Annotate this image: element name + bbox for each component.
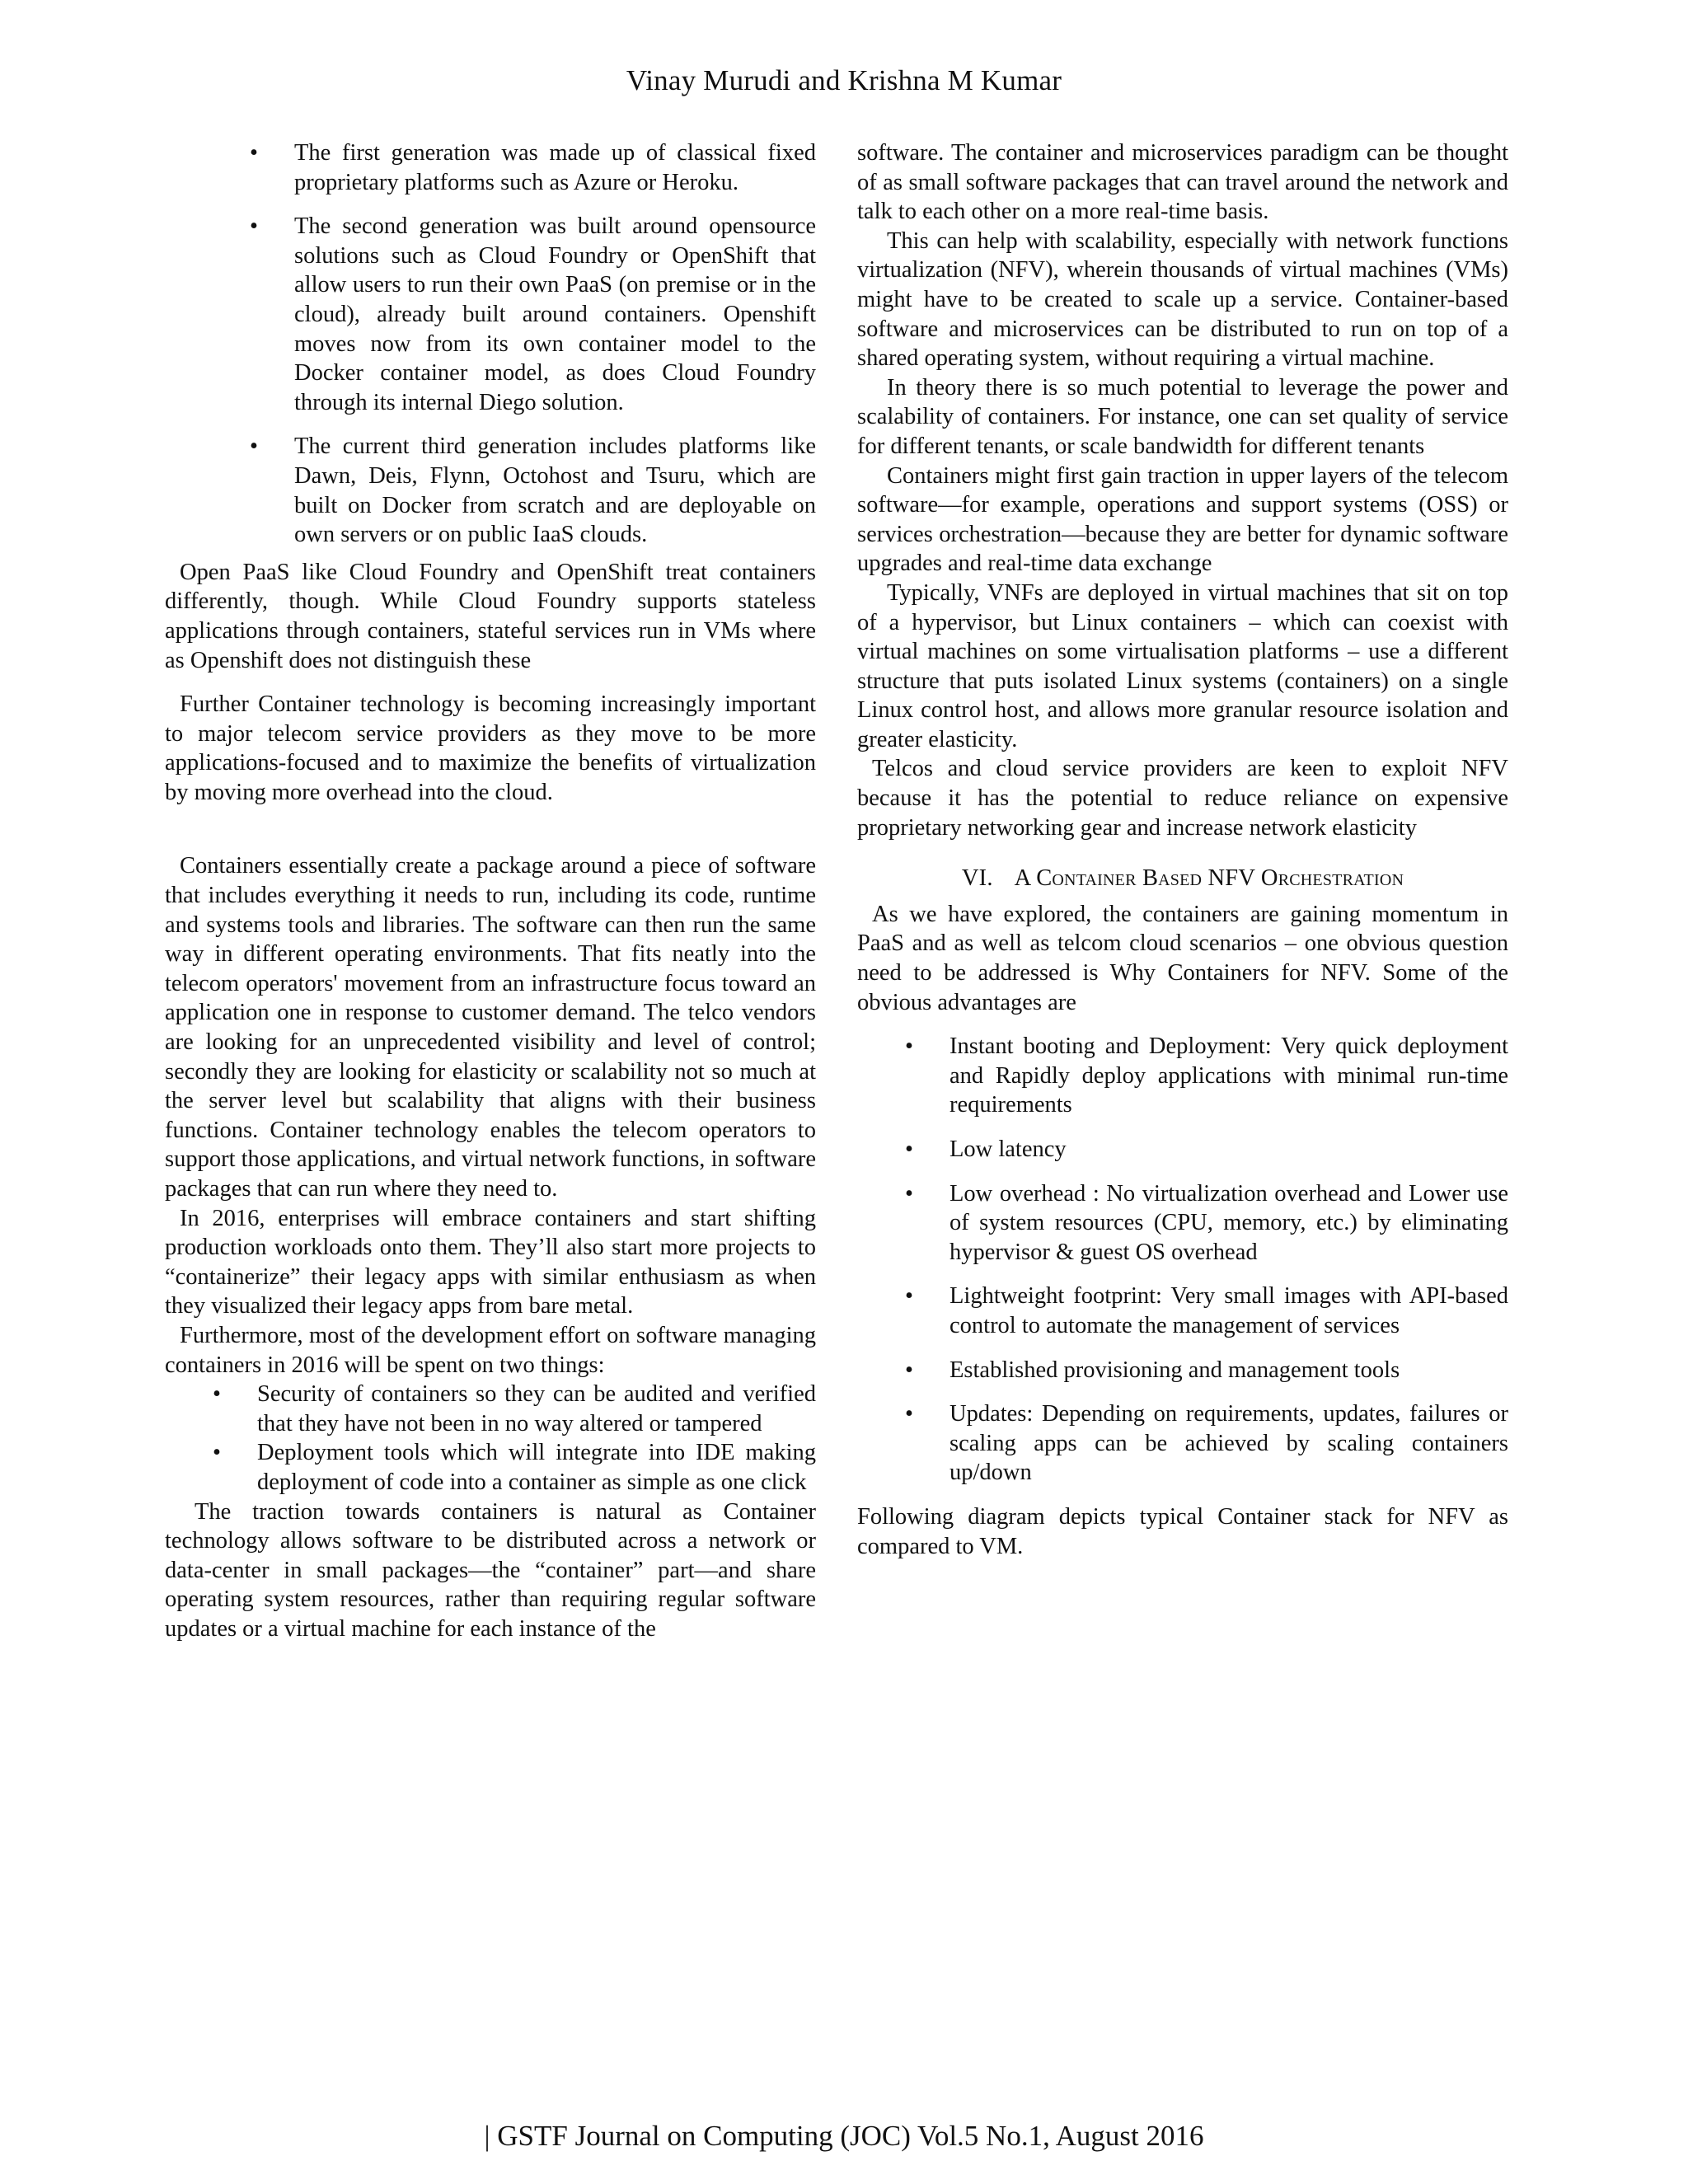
list-item [250,212,816,417]
paragraph-scalability: This can help with scalability, especially with network functions virtualization (NFV), wherein thousands of virtual machines (VMs) might have to be created to scale up a service. Container-based software and microservices can be distributed to run on top of a shared operating system, without requiring a virtual machine. [857,227,1508,372]
bullet-icon: • [213,1440,221,1466]
list-item-text: Deployment tools which will integrate into IDE making deployment of code into a container as simple as one click [257,1440,816,1495]
section-number: VI. [961,865,993,892]
paragraph-2016: In 2016, enterprises will embrace containers and start shifting production workloads onto them. They’ll also start more projects to “containerize” their legacy apps with similar enthusiasm as when they visualized their legacy apps from bare metal. [165,1205,816,1319]
list-item [905,1032,1508,1120]
paragraph-explored: As we have explored, the containers are gaining momentum in PaaS and as well as telcom cloud scenarios – one obvious question need to be addressed is Why Containers for NFV. Some of the obvious advantages are [857,901,1508,1015]
list-item-text: The first generation was made up of classical fixed proprietary platforms such as Azure or Heroku. [294,140,816,195]
list-item [905,1356,1508,1385]
list-item [905,1135,1508,1165]
list-item [905,1282,1508,1340]
running-footer-journal: | GSTF Journal on Computing (JOC) Vol.5 No.1, August 2016 [484,2120,1204,2152]
right-column [857,138,1508,1561]
list-item-text: Security of containers so they can be audited and verified that they have not been in no way altered or tampered [257,1381,816,1436]
list-item [250,432,816,549]
paragraph-telcos: Telcos and cloud service providers are keen to exploit NFV because it has the potential to reduce reliance on expensive proprietary networking gear and increase network elasticity [857,756,1508,841]
paragraph-vnfs: Typically, VNFs are deployed in virtual machines that sit on top of a hypervisor, but Linux containers – which can coexist with virtual machines on some virtualisation platforms – use a different structure that puts isolated Linux systems (containers) on a single Linux control host, and allows more granular resource isolation and greater elasticity. [857,579,1508,752]
bullet-icon: • [905,1357,913,1383]
list-item-text: The second generation was built around opensource solutions such as Cloud Foundry or OpenShift that allow users to run their own PaaS (on premise or in the cloud), already built around containers. Openshift moves now from its own container model to the Docker container model, as does Cloud Foundry through its internal Diego solution. [294,213,816,415]
paragraph-containers: Containers essentially create a package around a piece of software that includes everything it needs to run, including its code, runtime and systems tools and libraries. The software can then run the same way in different operating environments. That fits neatly into the telecom operators' movement from an infrastructure focus toward an application one in response to customer demand. The telco vendors are looking for an unprecedented visibility and level of control; secondly they are looking for elasticity or scalability not so much at the server level but scalability that aligns with their business functions. Container technology enables the telecom operators to support those applications, and virtual network functions, in software packages that can run where they need to. [165,853,816,1202]
generations-list [165,138,816,550]
list-item-text: Updates: Depending on requirements, updates, failures or scaling apps can be achieved by scaling containers up/down [950,1401,1508,1486]
list-item [905,1399,1508,1488]
paragraph-theory: In theory there is so much potential to leverage the power and scalability of containers. For instance, one can set quality of service for different tenants, or scale bandwidth for different tenants [857,374,1508,459]
list-item [250,138,816,197]
list-item-text: Low overhead : No virtualization overhead and Lower use of system resources (CPU, memory, etc.) by eliminating hypervisor & guest OS overhead [950,1180,1508,1265]
bullet-icon: • [905,1180,913,1207]
paragraph-traction-layers: Containers might first gain traction in upper layers of the telecom software—for example, operations and support systems (OSS) or services orchestration—because they are better for dynamic software upgrades and real-time data exchange [857,462,1508,577]
list-item-text: Low latency [950,1137,1067,1162]
bullet-icon: • [905,1401,913,1427]
paragraph-furthermore: Furthermore, most of the development effort on software managing containers in 2016 will be spent on two things: [165,1322,816,1378]
list-item [213,1438,816,1497]
bullet-icon: • [250,434,258,460]
bullet-icon: • [250,140,258,166]
section-heading [857,864,1508,893]
bullet-icon: • [905,1283,913,1310]
bullet-icon: • [213,1381,221,1408]
list-item-text: The current third generation includes platforms like Dawn, Deis, Flynn, Octohost and Tsuru, which are built on Docker from scratch and are deployable on own servers or on public IaaS clouds. [294,434,816,548]
paragraph-open-paas: Open PaaS like Cloud Foundry and OpenShift treat containers differently, though. While Cloud Foundry supports stateless applications through containers, stateful services run in VMs where as Openshift does not distinguish these [165,559,816,673]
list-item [213,1380,816,1438]
left-column [165,138,816,1644]
list-item-text: Established provisioning and management tools [950,1357,1400,1383]
bullet-icon: • [905,1033,913,1060]
list-item-text: Instant booting and Deployment: Very quick deployment and Rapidly deploy applications with minimal run-time requirements [950,1033,1508,1118]
bullet-icon: • [905,1137,913,1162]
advantages-list [857,1032,1508,1488]
section-title: A Container Based NFV Orchestration [1014,865,1404,892]
paragraph-diagram-intro: Following diagram depicts typical Container stack for NFV as compared to VM. [857,1503,1508,1559]
paragraph-software: software. The container and microservices paradigm can be thought of as small software packages that can travel around the network and talk to each other on a more real-time basis. [857,140,1508,225]
running-header-authors: Vinay Murudi and Krishna M Kumar [626,64,1062,96]
list-item-text: Lightweight footprint: Very small images with API-based control to automate the management of services [950,1283,1508,1338]
paragraph-further: Further Container technology is becoming increasingly important to major telecom service providers as they move to be more applications-focused and to maximize the benefits of virtualization by moving more overhead into the cloud. [165,691,816,805]
paragraph-traction: The traction towards containers is natural as Container technology allows software to be distributed across a network or data-center in small packages—the “container” part—and share operating system resources, rather than requiring regular software updates or a virtual machine for each instance of the [165,1498,816,1642]
efforts-list [165,1380,816,1497]
list-item [905,1179,1508,1268]
bullet-icon: • [250,213,258,240]
